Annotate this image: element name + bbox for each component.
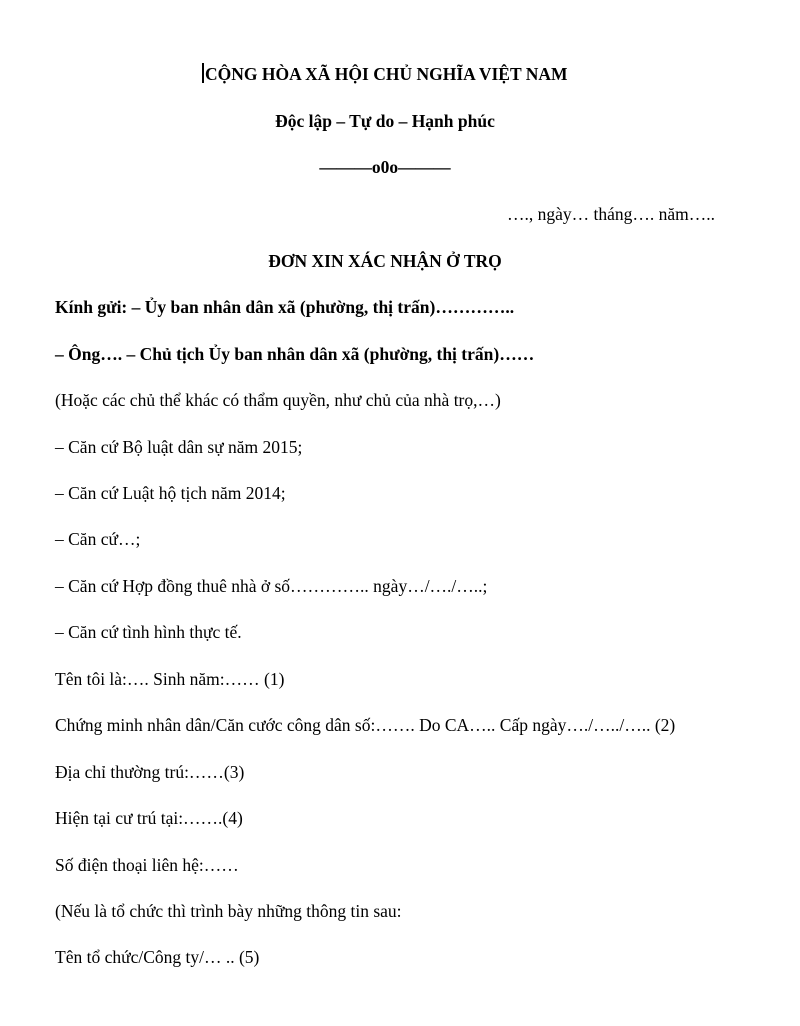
field-name-birth-year: Tên tôi là:…. Sinh năm:…… (1) <box>55 669 285 689</box>
addressee-note: (Hoặc các chủ thể khác có thẩm quyền, như chủ của nhà trọ,…) <box>55 390 501 410</box>
field-phone: Số điện thoại liên hệ:…… <box>55 855 239 875</box>
national-title: CỘNG HÒA XÃ HỘI CHỦ NGHĨA VIỆT NAM <box>204 64 568 84</box>
field-permanent-address: Địa chỉ thường trú:……(3) <box>55 762 245 782</box>
legal-basis-other: – Căn cứ…; <box>55 529 141 549</box>
addressee-2: – Ông…. – Chủ tịch Ủy ban nhân dân xã (phường, thị trấn)…… <box>55 344 535 364</box>
text-cursor <box>202 63 204 83</box>
field-id-number: Chứng minh nhân dân/Căn cước công dân số:……. Do CA….. Cấp ngày…./…../….. (2) <box>55 715 676 735</box>
legal-basis-civil-status-law: – Căn cứ Luật hộ tịch năm 2014; <box>55 483 286 503</box>
legal-basis-actual-situation: – Căn cứ tình hình thực tế. <box>55 622 242 642</box>
legal-basis-civil-code: – Căn cứ Bộ luật dân sự năm 2015; <box>55 437 303 457</box>
national-title-line[interactable] <box>0 63 770 85</box>
field-organization-name: Tên tổ chức/Công ty/… .. (5) <box>55 947 260 967</box>
divider-ornament: ———o0o——— <box>319 157 451 177</box>
addressee-1: Kính gửi: – Ủy ban nhân dân xã (phường, thị trấn)………….. <box>55 297 515 317</box>
motto: Độc lập – Tự do – Hạnh phúc <box>275 111 495 131</box>
date-line: …., ngày… tháng…. năm….. <box>506 204 715 224</box>
document-title: ĐƠN XIN XÁC NHẬN Ở TRỌ <box>268 251 502 271</box>
organization-note: (Nếu là tổ chức thì trình bày những thông tin sau: <box>55 901 402 921</box>
field-current-residence: Hiện tại cư trú tại:…….(4) <box>55 808 243 828</box>
legal-basis-lease-contract: – Căn cứ Hợp đồng thuê nhà ở số………….. ngày…/…./…..; <box>55 576 488 596</box>
